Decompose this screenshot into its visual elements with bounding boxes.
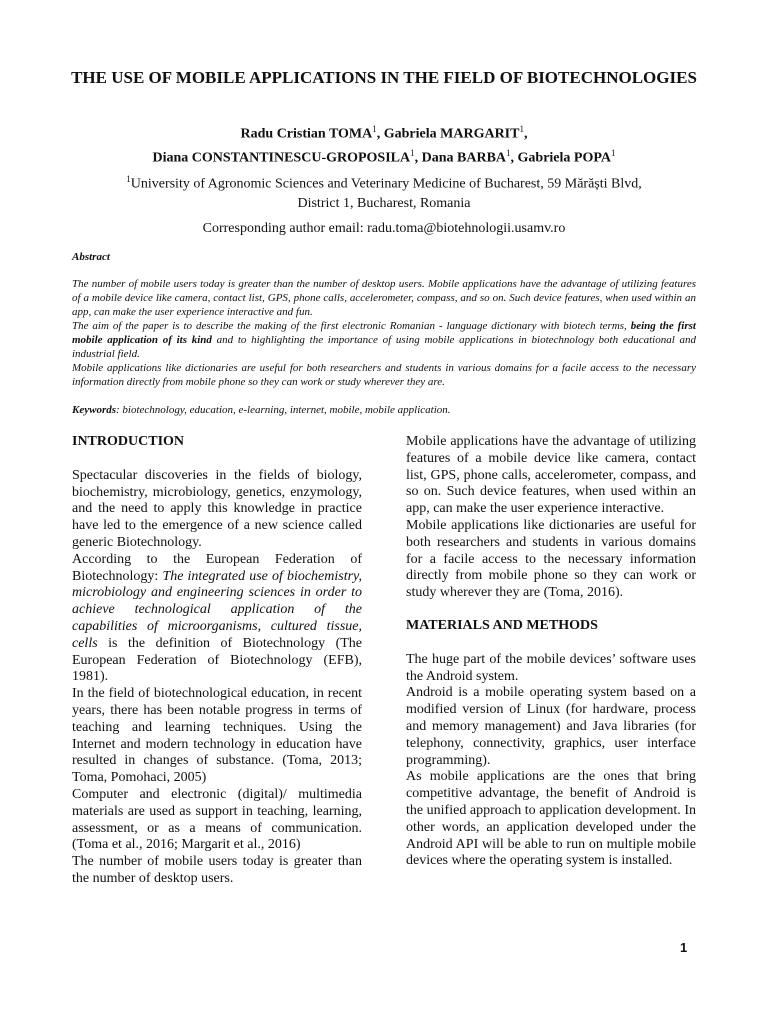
author-affiliation-mark: 1 (519, 124, 524, 134)
body-paragraph: The huge part of the mobile devices’ software uses the Android system. (406, 651, 696, 684)
author-affiliation-mark: 1 (506, 147, 511, 158)
page-number: 1 (680, 940, 688, 955)
author-affiliation-mark: 1 (610, 147, 616, 158)
author-separator: , (523, 126, 528, 142)
left-column (72, 434, 362, 888)
abstract-body (72, 277, 696, 389)
body-paragraph: Computer and electronic (digital)/ multimedia materials are used as support in teaching, learning, assessment, or as a means of communication. (Toma et al., 2016; Margarit et al., 2016) (72, 786, 362, 853)
abstract-emphasis: being the first mobile application of its kind (72, 320, 696, 346)
author-separator: , (376, 126, 384, 142)
keywords-text: : biotechnology, education, e-learning, internet, mobile, mobile application. (116, 404, 451, 416)
corresponding-author-email: Corresponding author email: radu.toma@biotehnologii.usamv.ro (202, 221, 566, 236)
body-paragraph: Mobile applications have the advantage of utilizing features of a mobile device like camera, contact list, GPS, phone calls, accelerometer, compass, and so on. Such device features, when used within an app, can make the user experience interactive. (406, 434, 696, 517)
body-text: According to the European Federation of Biotechnology: (72, 551, 362, 584)
quoted-definition: The integrated use of biochemistry, microbiology and engineering sciences in order to achieve technological application of the capabilities of microorganisms, cultured tissue, cells (72, 568, 362, 651)
right-column (406, 434, 696, 870)
author-affiliation-mark: 1 (372, 124, 377, 134)
body-paragraph: In the field of biotechnological education, in recent years, there has been notable progress in terms of teaching and learning techniques. Using the Internet and modern technology in education have resulted in changes of substance. (Toma, 2013; Toma, Pomohaci, 2005) (72, 686, 362, 786)
affiliation-line-1: University of Agronomic Sciences and Veterinary Medicine of Bucharest, 59 Mărăști Blvd, (130, 176, 642, 192)
abstract-paragraph (72, 319, 696, 361)
abstract-paragraph: Mobile applications like dictionaries are useful for both researchers and students in various domains for a facile access to the necessary information directly from mobile phone so they can work or study wherever they are. (72, 362, 696, 388)
materials-methods-heading: MATERIALS AND METHODS (406, 617, 598, 633)
body-paragraph: Spectacular discoveries in the fields of biology, biochemistry, microbiology, genetics, enzymology, and the need to apply this knowledge in practice have led to the emergence of a new science called generic Biotechnology. (72, 467, 362, 550)
author-separator: , (414, 150, 422, 166)
keywords (72, 403, 696, 417)
author-name: Gabriela MARGARIT (383, 126, 520, 142)
abstract-paragraph: The number of mobile users today is greater than the number of desktop users. Mobile applications have the advantage of utilizing features of a mobile device like camera, contact list, GPS, phone calls, accelerometer, compass, and so on. Such device features, when used within an app, can make the user experience interactive and fun. (72, 278, 696, 318)
author-separator: , (510, 150, 518, 166)
author-affiliation-mark: 1 (410, 147, 415, 158)
abstract-heading: Abstract (72, 251, 110, 263)
body-paragraph: The number of mobile users today is greater than the number of desktop users. (72, 854, 362, 886)
paper-title: THE USE OF MOBILE APPLICATIONS IN THE FIELD OF BIOTECHNOLOGIES (71, 68, 697, 87)
introduction-heading: INTRODUCTION (72, 434, 185, 449)
affiliation (60, 170, 708, 213)
author-line-2 (60, 144, 708, 168)
abstract-text: The aim of the paper is to describe the making of the first electronic Romanian - language dictionary with biotech terms, (72, 320, 631, 332)
author-name: Radu Cristian TOMA (240, 126, 373, 142)
author-list (60, 120, 708, 167)
author-name: Diana CONSTANTINESCU-GROPOSILA (152, 150, 411, 166)
affiliation-mark: 1 (126, 174, 131, 184)
body-paragraph (72, 552, 362, 686)
affiliation-line-2: District 1, Bucharest, Romania (297, 195, 471, 211)
author-name: Dana BARBA (421, 150, 507, 166)
body-paragraph: As mobile applications are the ones that bring competitive advantage, the benefit of Android is the unified approach to application development. In other words, an application developed under the Android API will be able to run on multiple mobile devices where the operating system is installed. (406, 769, 696, 869)
body-paragraph: Android is a mobile operating system based on a modified version of Linux (for hardware, process and memory management) and Java libraries (for telephony, connectivity, graphics, user interface programming). (406, 685, 696, 768)
body-paragraph: Mobile applications like dictionaries are useful for both researchers and students in various domains for a facile access to the necessary information directly from mobile phone so they can work or study wherever they are (Toma, 2016). (406, 517, 696, 601)
body-text: is the definition of Biotechnology (The European Federation of Biotechnology (EFB), 1981). (72, 635, 362, 685)
author-line-1 (60, 120, 708, 144)
author-name: Gabriela POPA (517, 150, 611, 166)
keywords-label: Keywords (72, 404, 116, 416)
abstract-text: and to highlighting the importance of using mobile applications in biotechnology both educational and industrial field. (72, 334, 696, 360)
